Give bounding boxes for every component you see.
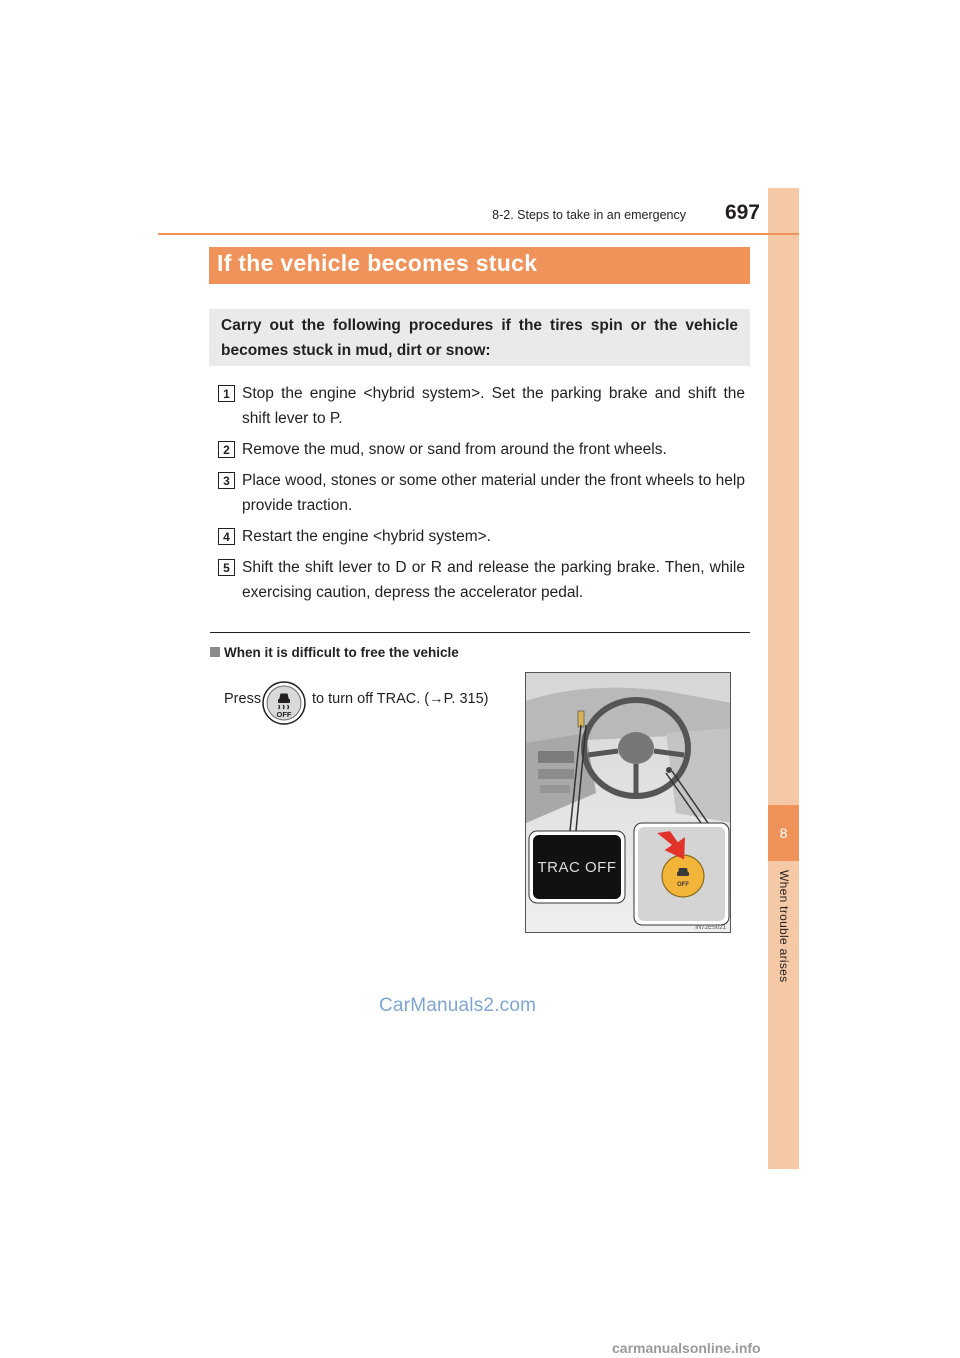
step-number-1: 1 <box>218 385 235 402</box>
step-text-4: Restart the engine <hybrid system>. <box>242 528 491 545</box>
press-rest: to turn off TRAC. (→P. 315) <box>312 691 489 707</box>
press-instruction <box>224 686 514 726</box>
title-bar <box>209 247 750 284</box>
trac-off-indicator-label: TRAC OFF <box>537 859 617 876</box>
chapter-title: When trouble arises <box>777 870 791 983</box>
watermark-link[interactable]: CarManuals2.com <box>379 995 537 1016</box>
step-text-3: Place wood, stones or some other material under the front wheels to help provide traction. <box>242 472 745 514</box>
step-text-1: Stop the engine <hybrid system>. Set the parking brake and shift the shift lever to P. <box>242 385 745 427</box>
side-tab-strip <box>768 188 799 1169</box>
dashboard-illustration <box>525 672 731 933</box>
trac-off-button-icon <box>262 681 306 725</box>
chapter-title-tab[interactable] <box>760 870 806 1010</box>
step-number-2: 2 <box>218 441 235 458</box>
page-title: If the vehicle becomes stuck <box>217 250 538 276</box>
intro-text: Carry out the following procedures if the tires spin or the vehicle becomes stuck in mud, dirt or snow: <box>221 317 738 359</box>
note-heading-text: When it is difficult to free the vehicle <box>224 645 459 660</box>
step-number-4: 4 <box>218 528 235 545</box>
step-text-2: Remove the mud, snow or sand from around the front wheels. <box>242 441 667 458</box>
section-title: 8-2. Steps to take in an emergency <box>492 208 686 222</box>
illustration-code: IN72ES021 <box>695 925 726 931</box>
step-text-5: Shift the shift lever to D or R and release the parking brake. Then, while exercising caution, depress the accelerator pedal. <box>242 559 745 601</box>
step-number-3: 3 <box>218 472 235 489</box>
button-off-label: OFF <box>276 710 292 719</box>
intro-box <box>209 309 750 366</box>
trac-off-button-closeup <box>662 855 704 897</box>
header-divider <box>158 233 799 235</box>
chapter-number-tab[interactable]: 8 <box>768 805 799 861</box>
footer-link[interactable]: carmanualsonline.info <box>612 1340 761 1356</box>
closeup-off-label: OFF <box>677 882 689 888</box>
note-heading <box>210 645 459 660</box>
dashboard-drawing <box>526 673 731 933</box>
bullet-square-icon <box>210 647 220 657</box>
press-word: Press <box>224 691 262 707</box>
section-divider <box>210 632 750 633</box>
page-number: 697 <box>724 201 760 224</box>
step-number-5: 5 <box>218 559 235 576</box>
